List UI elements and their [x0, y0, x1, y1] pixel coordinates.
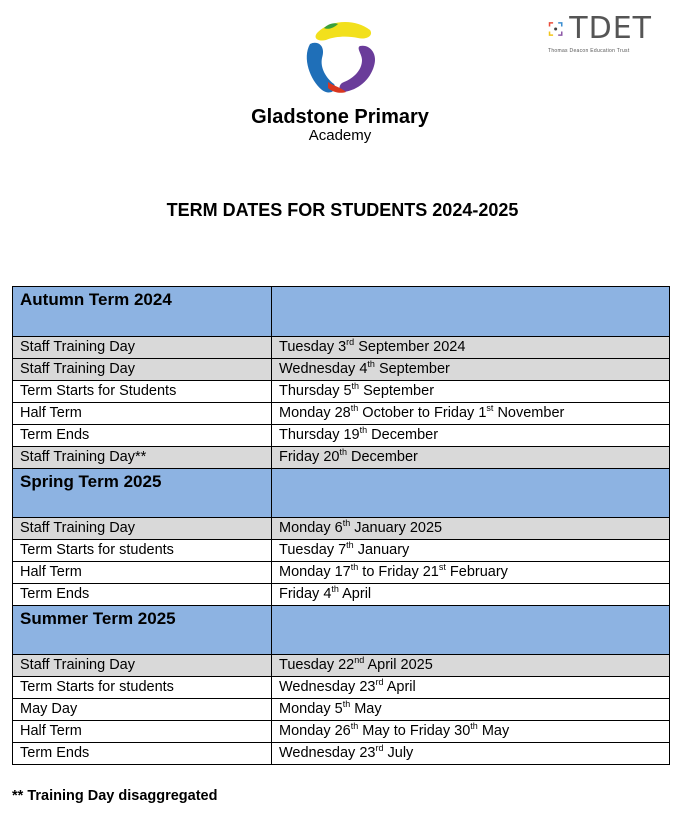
term-heading: Summer Term 2025: [13, 606, 272, 655]
term-dates-table: [12, 286, 670, 765]
event-date: Wednesday 4th September: [272, 359, 670, 381]
table-row: [13, 518, 670, 540]
event-label: Term Ends: [13, 584, 272, 606]
table-row: [13, 699, 670, 721]
term-heading: Spring Term 2025: [13, 469, 272, 518]
event-label: May Day: [13, 699, 272, 721]
table-row: [13, 584, 670, 606]
table-row: [13, 540, 670, 562]
event-label: Half Term: [13, 403, 272, 425]
event-date: Wednesday 23rd April: [272, 677, 670, 699]
event-label: Half Term: [13, 562, 272, 584]
event-date: Wednesday 23rd July: [272, 743, 670, 765]
event-date: Monday 6th January 2025: [272, 518, 670, 540]
page-title: TERM DATES FOR STUDENTS 2024-2025: [166, 200, 519, 220]
event-date: Tuesday 7th January: [272, 540, 670, 562]
event-label: Staff Training Day: [13, 359, 272, 381]
term-heading: Autumn Term 2024: [13, 287, 272, 337]
event-label: Staff Training Day: [13, 655, 272, 677]
school-name: Gladstone Primary: [251, 106, 429, 128]
event-date: Monday 17th to Friday 21st February: [272, 562, 670, 584]
table-row: [13, 359, 670, 381]
term-heading-blank: [272, 287, 670, 337]
table-row: [13, 562, 670, 584]
trust-logo-icon: [548, 14, 563, 44]
event-label: Term Starts for students: [13, 677, 272, 699]
event-label: Staff Training Day: [13, 518, 272, 540]
event-date: Monday 28th October to Friday 1st November: [272, 403, 670, 425]
school-logo-icon: [300, 18, 380, 100]
table-row: [13, 743, 670, 765]
event-date: Thursday 5th September: [272, 381, 670, 403]
event-label: Term Starts for Students: [13, 381, 272, 403]
event-date: Friday 4th April: [272, 584, 670, 606]
event-date: Tuesday 3rd September 2024: [272, 337, 670, 359]
table-row: [13, 447, 670, 469]
event-label: Staff Training Day**: [13, 447, 272, 469]
event-label: Term Ends: [13, 425, 272, 447]
event-date: Thursday 19th December: [272, 425, 670, 447]
event-date: Tuesday 22nd April 2025: [272, 655, 670, 677]
term-header-row: [13, 287, 670, 337]
event-date: Friday 20th December: [272, 447, 670, 469]
trust-full-name: Thomas Deacon Education Trust: [548, 48, 630, 54]
table-row: [13, 425, 670, 447]
trust-name: TDET: [569, 11, 652, 46]
term-heading-blank: [272, 469, 670, 518]
event-label: Term Starts for students: [13, 540, 272, 562]
footnote: ** Training Day disaggregated: [12, 788, 218, 804]
term-header-row: [13, 606, 670, 655]
trust-logo: [548, 12, 652, 54]
table-row: [13, 337, 670, 359]
term-heading-blank: [272, 606, 670, 655]
table-row: [13, 381, 670, 403]
event-label: Half Term: [13, 721, 272, 743]
term-header-row: [13, 469, 670, 518]
school-subtitle: Academy: [308, 127, 372, 144]
event-label: Staff Training Day: [13, 337, 272, 359]
table-row: [13, 655, 670, 677]
event-label: Term Ends: [13, 743, 272, 765]
table-row: [13, 677, 670, 699]
table-row: [13, 721, 670, 743]
table-row: [13, 403, 670, 425]
event-date: Monday 26th May to Friday 30th May: [272, 721, 670, 743]
school-logo: [240, 18, 440, 144]
event-date: Monday 5th May: [272, 699, 670, 721]
